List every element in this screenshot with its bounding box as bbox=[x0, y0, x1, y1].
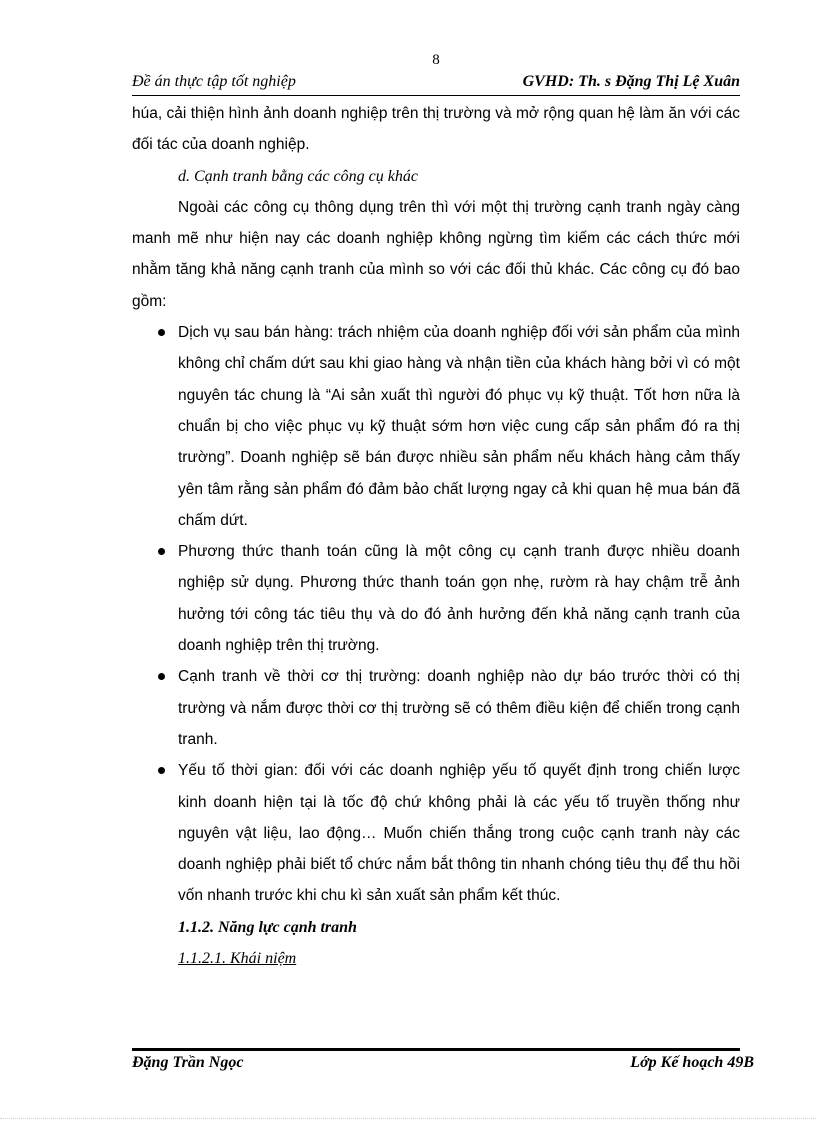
bullet-icon bbox=[158, 767, 165, 774]
bullet-text: Phương thức thanh toán cũng là một công cụ cạnh tranh được nhiều doanh nghiệp sử dụng. Phương thức thanh toán gọn nhẹ, rườm rà hay chậm trễ ảnh hưởng tới công tác tiêu thụ và do đó ảnh hưởng đến khả năng cạnh tranh của doanh nghiệp trên thị trường. bbox=[178, 543, 740, 655]
bullet-text: Yếu tố thời gian: đối với các doanh nghiệp yếu tố quyết định trong chiến lược kinh doanh hiện tại là tốc độ chứ không phải là các yếu tố truyền thống như nguyên vật liệu, lao động… Muốn chiến thắng trong cuộc cạnh tranh này các doanh nghiệp phải biết tổ chức nắm bắt thông tin nhanh chóng tiêu thụ để thu hồi vốn nhanh trước khi chu kì sản xuất sản phẩm kết thúc. bbox=[178, 762, 740, 905]
footer-class: Lớp Kế hoạch 49B bbox=[630, 1054, 754, 1071]
bullet-item bbox=[132, 536, 740, 661]
bullet-item bbox=[132, 317, 740, 536]
page-header bbox=[132, 73, 740, 96]
continuation-paragraph: húa, cải thiện hình ảnh doanh nghiệp trên thị trường và mở rộng quan hệ làm ăn với các đối tác của doanh nghiệp. bbox=[132, 105, 740, 154]
footer-author: Đặng Trần Ngọc bbox=[132, 1054, 244, 1071]
bullet-item bbox=[132, 661, 740, 755]
header-document-title: Đề án thực tập tốt nghiệp bbox=[132, 73, 296, 90]
intro-paragraph: Ngoài các công cụ thông dụng trên thì với một thị trường cạnh tranh ngày càng manh mẽ như hiện nay các doanh nghiệp không ngừng tìm kiếm các cách thức mới nhằm tăng khả năng cạnh tranh của mình so với các đối thủ khác. Các công cụ đó bao gồm: bbox=[132, 198, 740, 310]
bullet-text: Dịch vụ sau bán hàng: trách nhiệm của doanh nghiệp đối với sản phẩm của mình không chỉ chấm dứt sau khi giao hàng và nhận tiền của khách hàng bởi vì có một nguyên tác chung là “Ai sản xuất thì người đó phục vụ kỹ thuật. Tốt hơn nữa là chuẩn bị cho việc phục vụ kỹ thuật sớm hơn việc cung cấp sản phẩm đó ra thị trường”. Doanh nghiệp sẽ bán được nhiều sản phẩm nếu khách hàng cảm thấy yên tâm rằng sản phẩm đó đảm bảo chất lượng ngay cả khi quan hệ mua bán đã chấm dứt. bbox=[178, 324, 740, 529]
document-body bbox=[132, 98, 740, 974]
subsection-heading: 1.1.2.1. Khái niệm bbox=[178, 950, 297, 968]
bullet-icon bbox=[158, 673, 165, 680]
bullet-item bbox=[132, 755, 740, 911]
bullet-list bbox=[132, 317, 740, 912]
page-footer bbox=[132, 1054, 754, 1076]
section-heading: 1.1.2. Năng lực cạnh tranh bbox=[178, 918, 357, 936]
page-number: 8 bbox=[432, 52, 440, 68]
bullet-text: Cạnh tranh về thời cơ thị trường: doanh nghiệp nào dự báo trước thời có thị trường và nắm được thời cơ thị trường sẽ có thêm điều kiện để chiến trong cạnh tranh. bbox=[178, 668, 740, 748]
bullet-icon bbox=[158, 329, 165, 336]
footer-divider bbox=[132, 1048, 740, 1051]
bullet-icon bbox=[158, 548, 165, 555]
subheading-d: d. Cạnh tranh bằng các công cụ khác bbox=[178, 167, 418, 185]
header-advisor: GVHD: Th. s Đặng Thị Lệ Xuân bbox=[522, 73, 740, 90]
page-bottom-edge bbox=[0, 1118, 816, 1119]
